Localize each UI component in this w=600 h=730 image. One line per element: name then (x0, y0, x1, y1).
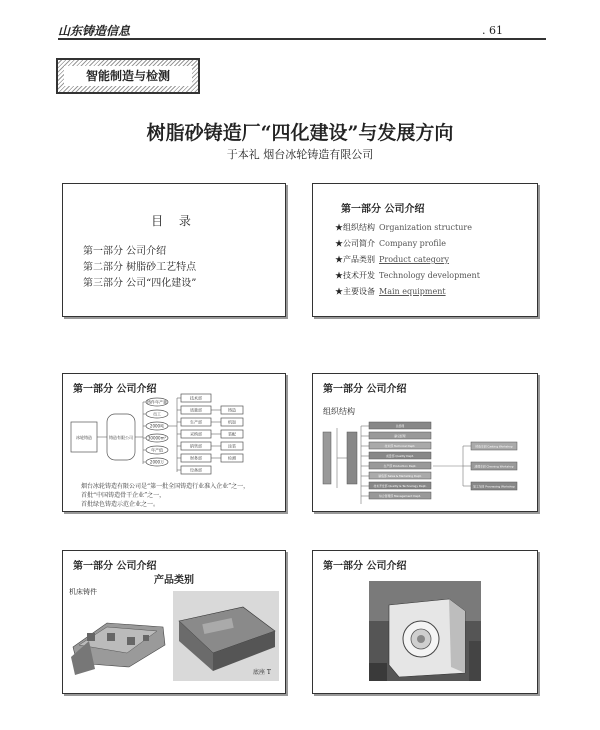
node-mid: 30000m² (147, 435, 167, 441)
org-structure-diagram (313, 418, 537, 508)
node-dept: 设备部 (190, 467, 202, 473)
company-tree-diagram (63, 392, 285, 478)
node-far: 铸造 (228, 407, 236, 413)
article-title: 树脂砂铸造厂“四化建设”与发展方向 (146, 122, 454, 144)
product-photo-machine-bed (67, 597, 171, 677)
slide-company-intro (312, 183, 538, 317)
org-box-label: 技术开发部 Quality & Technology Dept. (373, 484, 427, 488)
product-label-left: 机床铸件 (69, 588, 97, 596)
org-box-label: 加工车间 Processing Workshop (473, 484, 515, 489)
node-dept: 销售部 (190, 443, 202, 449)
org-box-label: 质量部 Quality Dept. (386, 454, 414, 458)
section-label-box (56, 58, 200, 94)
slide-product-category (62, 550, 286, 694)
toc-title: 目 录 (151, 214, 197, 228)
slide-caption: 烟台冰轮铸造有限公司是“第一批全国铸造行业准入企业”之一， 首批“中国铸造骨干企业”之一， 首批绿色铸造示范企业之一。 (81, 483, 250, 508)
org-box-label: 销售部 Sales & Marketing Dept. (378, 474, 422, 478)
node-dept: 财务部 (190, 455, 202, 461)
node-mid: 2000万 (149, 459, 165, 465)
node-far: 涂装 (228, 443, 236, 449)
org-box-label: 副总经理 (394, 434, 406, 438)
intro-item: ★产品类别 Product category (335, 255, 450, 264)
header-rule (58, 38, 546, 40)
slide-main-equipment (312, 550, 538, 694)
slide-org-structure (312, 373, 538, 512)
slide-table-of-contents (62, 183, 286, 317)
intro-item: ★主要设备 Main equipment (335, 287, 446, 296)
toc-item: 第二部分 树脂砂工艺特点 (83, 262, 197, 273)
node-dept: 技术部 (190, 395, 202, 401)
slide-heading: 第一部分 公司介绍 (341, 204, 425, 215)
page-number: . 61 (482, 24, 503, 37)
product-label-right: 底座 T (253, 669, 271, 676)
node-left: 冰轮铸造 (76, 435, 92, 440)
node-far: 机加 (228, 419, 236, 425)
slide-heading: 第一部分 公司介绍 (323, 561, 407, 572)
org-box-label: 清理车间 Cleaning Workshop (474, 464, 514, 469)
node-mid: 2000吨 (149, 423, 165, 429)
org-box-label: 生产部 Production Dept. (383, 464, 417, 468)
slide-subtitle: 产品类别 (154, 575, 194, 586)
org-box-label: 铸造车间 Casting Workshop (475, 444, 513, 449)
node-mid: 铸件年产量 (147, 399, 167, 405)
intro-item: ★组织结构 Organization structure (335, 223, 472, 232)
equipment-photo (369, 581, 481, 681)
org-box-label: 技术部 Technical Dept. (384, 444, 416, 448)
header-left-title: 山东铸造信息 (58, 24, 131, 38)
node-center: 铸造有限公司 (109, 435, 133, 440)
node-far: 装配 (228, 431, 236, 437)
node-mid: 年产值 (151, 447, 163, 453)
org-box-label: 总经理 (395, 424, 405, 428)
slide-company-diagram (62, 373, 286, 512)
slide-heading: 第一部分 公司介绍 (323, 384, 407, 395)
intro-item: ★公司简介 Company profile (335, 239, 447, 248)
section-label: 智能制造与检测 (64, 66, 192, 86)
org-box-label: 综合管理部 Management Dept. (379, 494, 421, 498)
slide-heading: 第一部分 公司介绍 (73, 384, 157, 395)
intro-item: ★技术开发 Technology development (335, 271, 480, 280)
node-dept: 采购部 (190, 431, 202, 437)
toc-item: 第三部分 公司“四化建设” (83, 278, 197, 289)
slide-subtitle: 组织结构 (323, 407, 355, 416)
node-dept: 生产部 (190, 419, 202, 425)
node-far: 检测 (228, 455, 236, 461)
node-mid: 员工 (153, 411, 161, 417)
toc-item: 第一部分 公司介绍 (83, 246, 167, 257)
article-authors: 于本礼 烟台冰轮铸造有限公司 (226, 148, 374, 161)
slide-heading: 第一部分 公司介绍 (73, 561, 157, 572)
node-dept: 质量部 (190, 407, 202, 413)
